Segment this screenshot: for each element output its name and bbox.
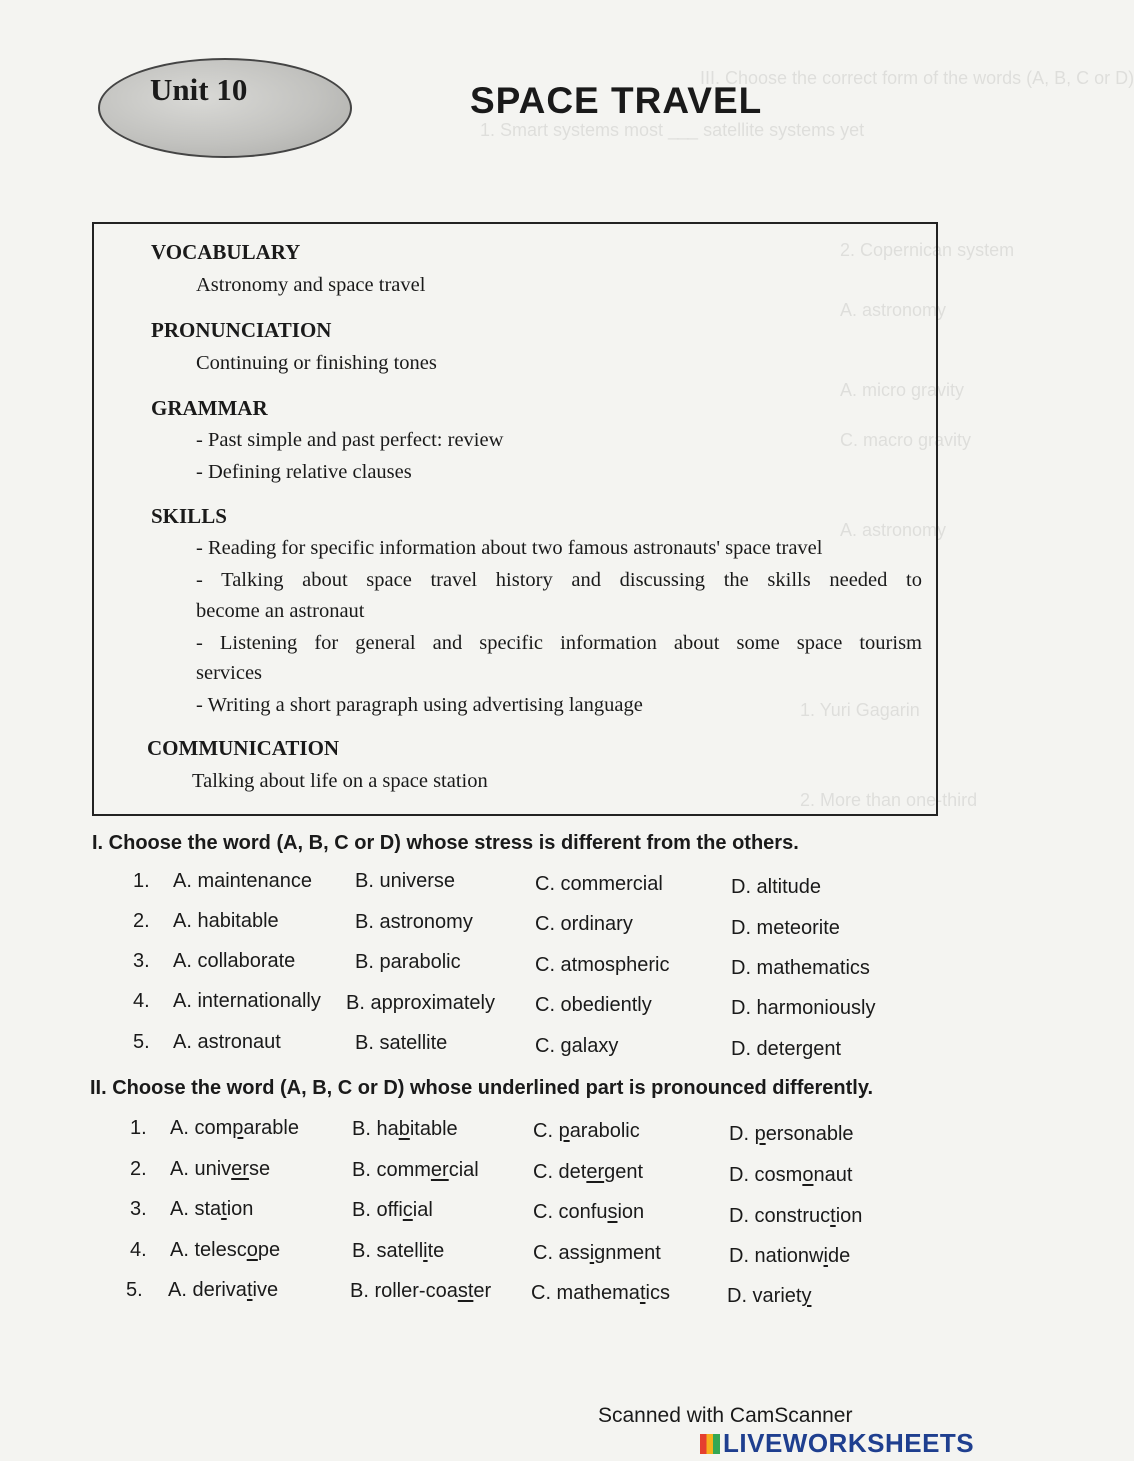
option-d: D. personable: [729, 1123, 854, 1145]
unit-overview-box: [92, 222, 938, 816]
pronunciation-line: Continuing or finishing tones: [196, 352, 437, 374]
question-number: 5.: [133, 1031, 150, 1053]
communication-heading: COMMUNICATION: [147, 736, 340, 760]
page-title: SPACE TRAVEL: [470, 80, 763, 121]
option-c: C. detergent: [533, 1161, 644, 1183]
bleed-through-text: 1. Smart systems most ___ satellite systems yet: [480, 120, 865, 140]
option-a: A. collaborate: [173, 950, 296, 972]
grammar-line: - Past simple and past perfect: review: [196, 429, 504, 451]
bleed-through-text: A. micro gravity: [840, 380, 965, 400]
pronunciation-heading: PRONUNCIATION: [151, 318, 332, 342]
option-b: B. approximately: [346, 992, 495, 1014]
option-c: C. commercial: [535, 873, 663, 895]
option-d: D. construction: [729, 1205, 863, 1227]
question-number: 4.: [133, 990, 150, 1012]
option-a: A. derivative: [168, 1279, 279, 1301]
question-number: 2.: [130, 1158, 147, 1180]
option-a: A. universe: [170, 1158, 271, 1180]
option-a: A. internationally: [173, 990, 321, 1012]
option-c: C. galaxy: [535, 1035, 619, 1057]
option-a: A. maintenance: [173, 870, 312, 892]
skills-heading: SKILLS: [151, 504, 227, 528]
option-b: B. habitable: [352, 1118, 458, 1140]
question-number: 2.: [133, 910, 150, 932]
skills-line: - Writing a short paragraph using advertising language: [196, 694, 643, 716]
option-d: D. mathematics: [731, 957, 870, 979]
vocabulary-heading: VOCABULARY: [151, 240, 301, 264]
option-b: B. parabolic: [355, 951, 461, 973]
liveworksheets-logo: [700, 1428, 974, 1459]
option-d: D. variety: [727, 1285, 812, 1307]
question-number: 4.: [130, 1239, 147, 1261]
option-b: B. universe: [355, 870, 456, 892]
bleed-through-text: A. astronomy: [840, 300, 947, 320]
bleed-through-text: 2. More than one-third: [800, 790, 978, 810]
option-b: B. astronomy: [355, 911, 473, 933]
option-a: A. station: [170, 1198, 254, 1220]
option-d: D. cosmonaut: [729, 1164, 853, 1186]
grammar-line: - Defining relative clauses: [196, 461, 412, 483]
skills-line: - Reading for specific information about two famous astronauts' space travel: [196, 537, 823, 559]
option-b: B. satellite: [352, 1240, 445, 1262]
option-c: C. obediently: [535, 994, 652, 1016]
option-c: C. assignment: [533, 1242, 661, 1264]
option-b: B. commercial: [352, 1159, 479, 1181]
bleed-through-text: III. Choose the correct form of the words (A, B, C or D): [700, 68, 1134, 88]
option-a: A. telescope: [170, 1239, 281, 1261]
option-c: C. confusion: [533, 1201, 645, 1223]
bleed-through-text: C. macro gravity: [840, 430, 972, 450]
option-d: D. meteorite: [731, 917, 840, 939]
question-number: 1.: [133, 870, 150, 892]
option-d: D. detergent: [731, 1038, 842, 1060]
skills-line: - Listening for general and specific information about some space tourism: [196, 632, 922, 654]
option-d: D. altitude: [731, 876, 822, 898]
question-number: 3.: [133, 950, 150, 972]
option-d: D. nationwide: [729, 1245, 851, 1267]
bleed-through-text: 2. Copernican system: [840, 240, 1015, 260]
vocabulary-line: Astronomy and space travel: [196, 274, 426, 296]
bleed-through-text: 1. Yuri Gagarin: [800, 700, 920, 720]
option-b: B. satellite: [355, 1032, 448, 1054]
option-c: C. parabolic: [533, 1120, 640, 1142]
skills-line: - Talking about space travel history and discussing the skills needed to: [196, 569, 922, 591]
unit-label: Unit 10: [150, 72, 248, 107]
scanned-with-label: Scanned with CamScanner: [598, 1404, 853, 1427]
question-number: 3.: [130, 1198, 147, 1220]
option-a: A. comparable: [170, 1117, 299, 1139]
brand-text: LIVEWORKSHEETS: [723, 1428, 975, 1458]
communication-line: Talking about life on a space station: [192, 770, 488, 792]
option-a: A. astronaut: [173, 1031, 281, 1053]
option-b: B. roller-coaster: [350, 1280, 492, 1302]
skills-line: services: [196, 662, 263, 684]
section-2-title: II. Choose the word (A, B, C or D) whose underlined part is pronounced differently.: [90, 1077, 874, 1099]
section-1-title: I. Choose the word (A, B, C or D) whose stress is different from the others.: [92, 832, 799, 854]
grammar-heading: GRAMMAR: [151, 396, 268, 420]
option-d: D. harmoniously: [731, 997, 876, 1019]
question-number: 1.: [130, 1117, 147, 1139]
skills-line: become an astronaut: [196, 600, 365, 622]
option-b: B. official: [352, 1199, 433, 1221]
option-a: A. habitable: [173, 910, 279, 932]
option-c: C. atmospheric: [535, 954, 670, 976]
question-number: 5.: [126, 1279, 143, 1301]
option-c: C. ordinary: [535, 913, 633, 935]
bleed-through-text: A. astronomy: [840, 520, 947, 540]
option-c: C. mathematics: [531, 1282, 670, 1304]
liveworksheets-icon: [700, 1434, 720, 1454]
